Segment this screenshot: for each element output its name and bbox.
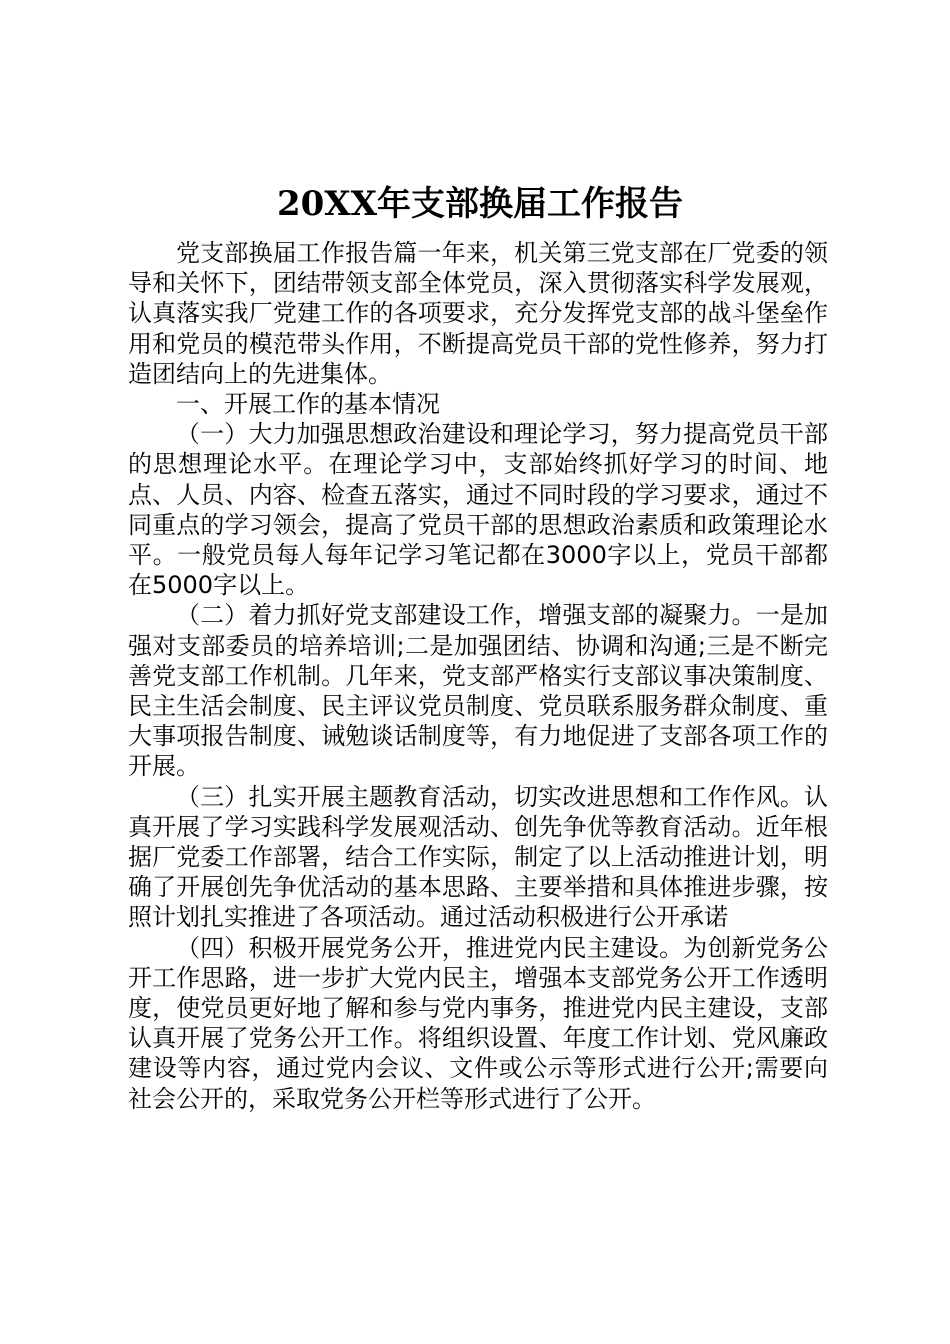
- intro-paragraph: 党支部换届工作报告篇一年来，机关第三党支部在厂党委的领导和关怀下，团结带领支部全体党员，深入贯彻落实科学发展观，认真落实我厂党建工作的各项要求，充分发挥党支部的战斗堡垒作用和党员的模范带头作用，不断提高党员干部的党性修养，努力打造团结向上的先进集体。: [128, 239, 828, 388]
- paragraph-3: （三）扎实开展主题教育活动，切实改进思想和工作作风。认真开展了学习实践科学发展观活动、创先争优等教育活动。近年根据厂党委工作部署，结合工作实际，制定了以上活动推进计划，明确了开展创先争优活动的基本思路、主要举措和具体推进步骤，按照计划扎实推进了各项活动。通过活动积极进行公开承诺: [128, 782, 828, 932]
- document-title: 20XX年支部换届工作报告: [276, 184, 684, 224]
- paragraph-2: （二）着力抓好党支部建设工作，增强支部的凝聚力。一是加强对支部委员的培养培训;二是加强团结、协调和沟通;三是不断完善党支部工作机制。几年来，党支部严格实行支部议事决策制度、民主生活会制度、民主评议党员制度、党员联系服务群众制度、重大事项报告制度、诫勉谈话制度等，有力地促进了支部各项工作的开展。: [128, 601, 828, 781]
- section-heading: 一、开展工作的基本情况: [176, 390, 440, 419]
- document-page: [128, 178, 828, 1114]
- paragraph-4: （四）积极开展党务公开，推进党内民主建设。为创新党务公开工作思路，进一步扩大党内民主，增强本支部党务公开工作透明度，使党员更好地了解和参与党内事务，推进党内民主建设，支部认真开展了党务公开工作。将组织设置、年度工作计划、党风廉政建设等内容，通过党内会议、文件或公示等形式进行公开;需要向社会公开的，采取党务公开栏等形式进行了公开。: [128, 933, 828, 1113]
- paragraph-1: （一）大力加强思想政治建设和理论学习，努力提高党员干部的思想理论水平。在理论学习中，支部始终抓好学习的时间、地点、人员、内容、检查五落实，通过不同时段的学习要求，通过不同重点的学习领会，提高了党员干部的思想政治素质和政策理论水平。一般党员每人每年记学习笔记都在3000字以上，党员干部都在5000字以上。: [128, 420, 828, 600]
